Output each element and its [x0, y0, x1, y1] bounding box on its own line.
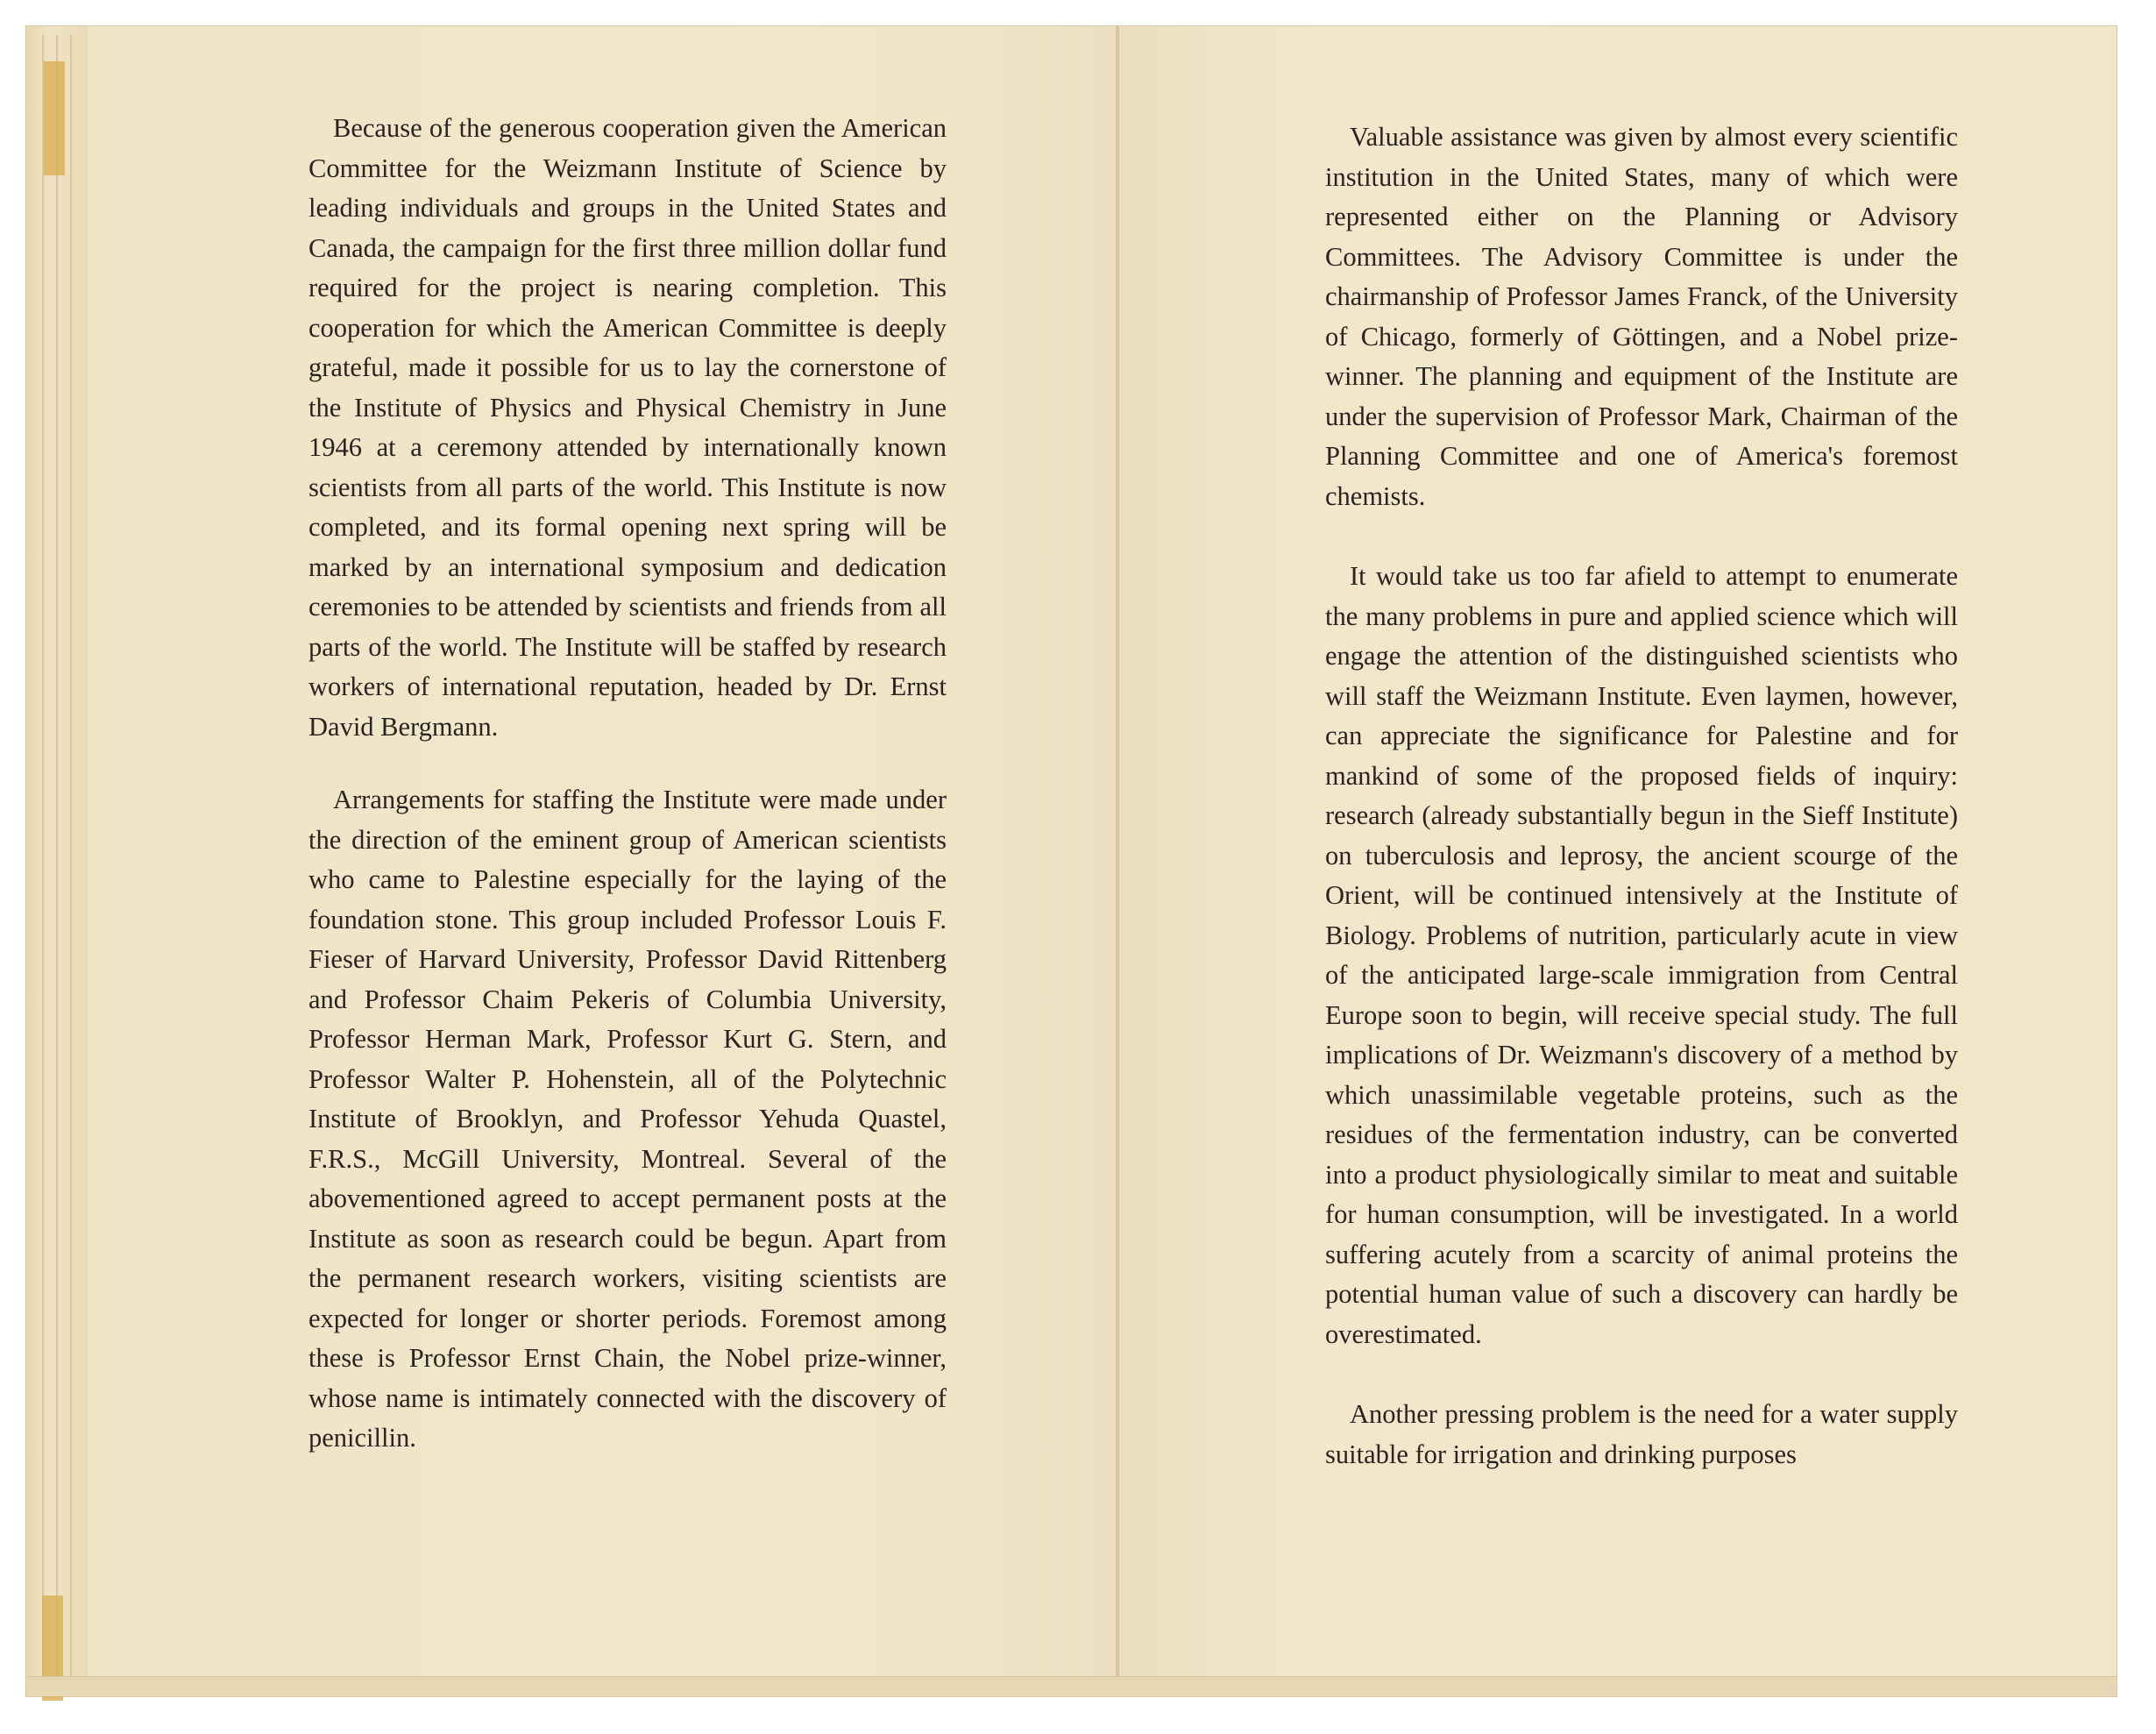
bottom-edge [26, 1676, 2117, 1696]
paragraph: Because of the generous cooperation given the American Committee for the Weizmann Institute of Science by leading individuals and groups in the United States and Canada, the campaign for the first three million dollar fund required for the project is nearing completion. This cooperation for which the American Committee is deeply grateful, made it possible for us to lay the cornerstone of the Institute of Physics and Physical Chemistry in June 1946 at a ceremony attended by internationally known scientists from all parts of the world. This Institute is now completed, and its formal opening next spring will be marked by an international symposium and dedication ceremonies to be attended by scientists and friends from all parts of the world. The Institute will be staffed by research workers of international reputation, headed by Dr. Ernst David Bergmann. [309, 113, 947, 742]
page-edges [26, 26, 88, 1696]
paragraph: Valuable assistance was given by almost every scientific institution in the United States, many of which were represented either on the Planning or Advisory Committees. The Advisory Committee is under the chairmanship of Professor James Franck, of the University of Chicago, formerly of Göttingen, and a Nobel prize-winner. The planning and equipment of the Institute are under the supervision of Professor Mark, Chairman of the Planning Committee and one of America's foremost chemists. [1325, 122, 1958, 511]
gutter [1116, 26, 1119, 1696]
right-text-column [1325, 117, 1958, 1475]
left-text-column [309, 109, 947, 1459]
paragraph: It would take us too far afield to attempt to enumerate the many problems in pure and applied science which will engage the attention of the distinguished scientists who will staff the Weizmann Institute. Even laymen, however, can appreciate the significance for Palestine and for mankind of some of the proposed fields of inquiry: research (already substantially begun in the Sieff Institute) on tuberculosis and leprosy, the ancient scourge of the Orient, will be continued intensively at the Institute of Biology. Problems of nutrition, particularly acute in view of the anticipated large-scale immigration from Central Europe soon to begin, will receive special study. The full implications of Dr. Weizmann's discovery of a method by which unassimilable vegetable proteins, such as the residues of the fermentation industry, can be converted into a product physiologically similar to meat and suitable for human consumption, will be investigated. In a world suffering acutely from a scarcity of animal proteins the potential human value of such a discovery can hardly be overestimated. [1325, 561, 1958, 1349]
tape-top-left [44, 61, 65, 175]
paragraph: Another pressing problem is the need for a water supply suitable for irrigation and drinking purposes [1325, 1399, 1958, 1469]
paragraph: Arrangements for staffing the Institute were made under the direction of the eminent group of American scientists who came to Palestine especially for the laying of the foundation stone. This group included Professor Louis F. Fieser of Harvard University, Professor David Rittenberg and Professor Chaim Pekeris of Columbia University, Professor Herman Mark, Professor Kurt G. Stern, and Professor Walter P. Hohenstein, all of the Polytechnic Institute of Brooklyn, and Professor Yehuda Quastel, F.R.S., McGill University, Montreal. Several of the abovementioned agreed to accept permanent posts at the Institute as soon as research could be begun. Apart from the permanent research workers, visiting scientists are expected for longer or shorter periods. Foremost among these is Professor Ernst Chain, the Nobel prize-winner, whose name is intimately connected with the discovery of penicillin. [309, 785, 947, 1453]
